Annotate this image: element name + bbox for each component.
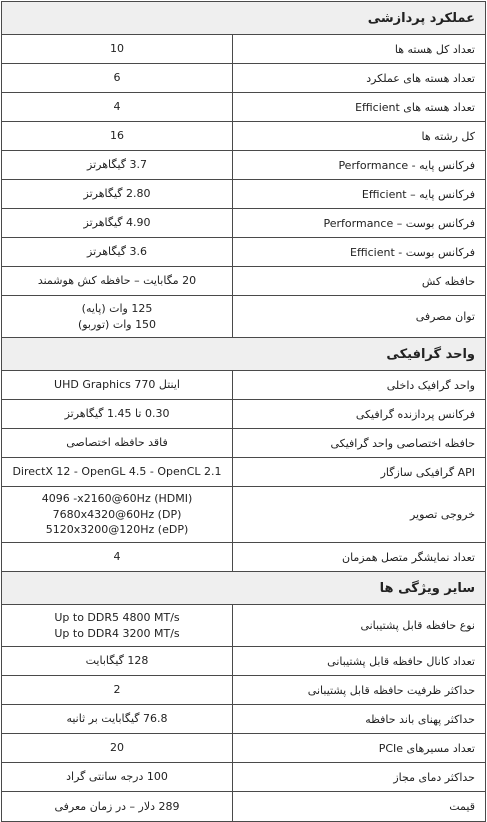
section-header-graphics: واحد گرافیکی [2,338,485,371]
spec-label: نوع حافظه قابل پشتیبانی [360,619,475,632]
table-row [2,792,485,821]
spec-value: DirectX 12 - OpenGL 4.5 - OpenCL 2.1 [2,458,233,486]
spec-label: فرکانس بوست – Performance [323,216,475,230]
spec-label: حداکثر پهنای باند حافظه [365,712,475,726]
spec-label: تعداد هسته های Efficient [355,100,475,114]
spec-table [1,1,486,822]
spec-value: 76.8 گیگابایت بر ثانیه [2,705,233,733]
spec-value: 4 [2,543,233,571]
spec-label: فرکانس پایه - Performance [338,158,475,172]
spec-label: حداکثر ظرفیت حافظه قابل پشتیبانی [307,683,475,697]
section-header-other-features: سایر ویژگی ها [2,572,485,605]
spec-label: کل رشته ها [421,129,475,143]
spec-label: تعداد هسته های عملکرد [366,71,475,85]
spec-label: تعداد کل هسته ها [394,42,475,56]
spec-value: 0.30 تا 1.45 گیگاهرتز [2,400,233,428]
spec-label: API گرافیکی سازگار [380,465,475,479]
spec-label: توان مصرفی [415,310,475,323]
spec-label: فرکانس پایه – Efficient [361,187,475,201]
spec-label: قیمت [449,800,475,813]
table-row [2,763,485,792]
table-row [2,458,485,487]
table-row [2,734,485,763]
table-row [2,180,485,209]
table-row [2,64,485,93]
table-row [2,647,485,676]
spec-value: 3.6 گیگاهرتز [2,238,233,266]
spec-value: فاقد حافظه اختصاصی [2,429,233,457]
section-header-processing: عملکرد پردازشی [2,2,485,35]
spec-value: 125 وات (پایه) 150 وات (توربو) [2,296,233,337]
spec-value: 16 [2,122,233,150]
spec-label: فرکانس پردازنده گرافیکی [355,407,475,421]
table-row [2,151,485,180]
spec-value: 2.80 گیگاهرتز [2,180,233,208]
table-row [2,371,485,400]
spec-label: حافظه کش [421,274,475,288]
spec-value: 4096 -x2160@60Hz (HDMI) 7680x4320@60Hz (DP) 5120x3200@120Hz (eDP) [2,487,233,542]
spec-value: 100 درجه سانتی گراد [2,763,233,791]
table-row [2,487,485,543]
table-row [2,676,485,705]
spec-label: حافظه اختصاصی واحد گرافیکی [330,436,475,450]
table-row [2,605,485,647]
table-row [2,705,485,734]
spec-value: Up to DDR5 4800 MT/s Up to DDR4 3200 MT/s [2,605,233,646]
table-row [2,93,485,122]
spec-label: تعداد مسیرهای PCIe [378,741,475,755]
spec-value: 20 [2,734,233,762]
table-row [2,35,485,64]
spec-label: حداکثر دمای مجاز [393,770,475,784]
table-row [2,122,485,151]
table-row [2,267,485,296]
spec-value: 20 مگابایت – حافظه کش هوشمند [2,267,233,295]
table-row [2,238,485,267]
table-row [2,429,485,458]
table-row [2,296,485,338]
spec-value: 10 [2,35,233,63]
spec-value: 3.7 گیگاهرتز [2,151,233,179]
spec-value: 4 [2,93,233,121]
spec-label: تعداد نمایشگر متصل همزمان [341,550,475,564]
spec-label: فرکانس بوست - Efficient [350,245,475,259]
table-row [2,400,485,429]
spec-label: خروجی تصویر [409,508,475,521]
spec-value: 2 [2,676,233,704]
table-row [2,209,485,238]
spec-value: 128 گیگابایت [2,647,233,675]
spec-value: 289 دلار – در زمان معرفی [2,792,233,821]
table-row [2,543,485,572]
spec-label: واحد گرافیک داخلی [386,378,475,392]
spec-value: 4.90 گیگاهرتز [2,209,233,237]
spec-value: اینتل UHD Graphics 770 [2,371,233,399]
spec-label: تعداد کانال حافظه قابل پشتیبانی [327,654,475,668]
spec-value: 6 [2,64,233,92]
